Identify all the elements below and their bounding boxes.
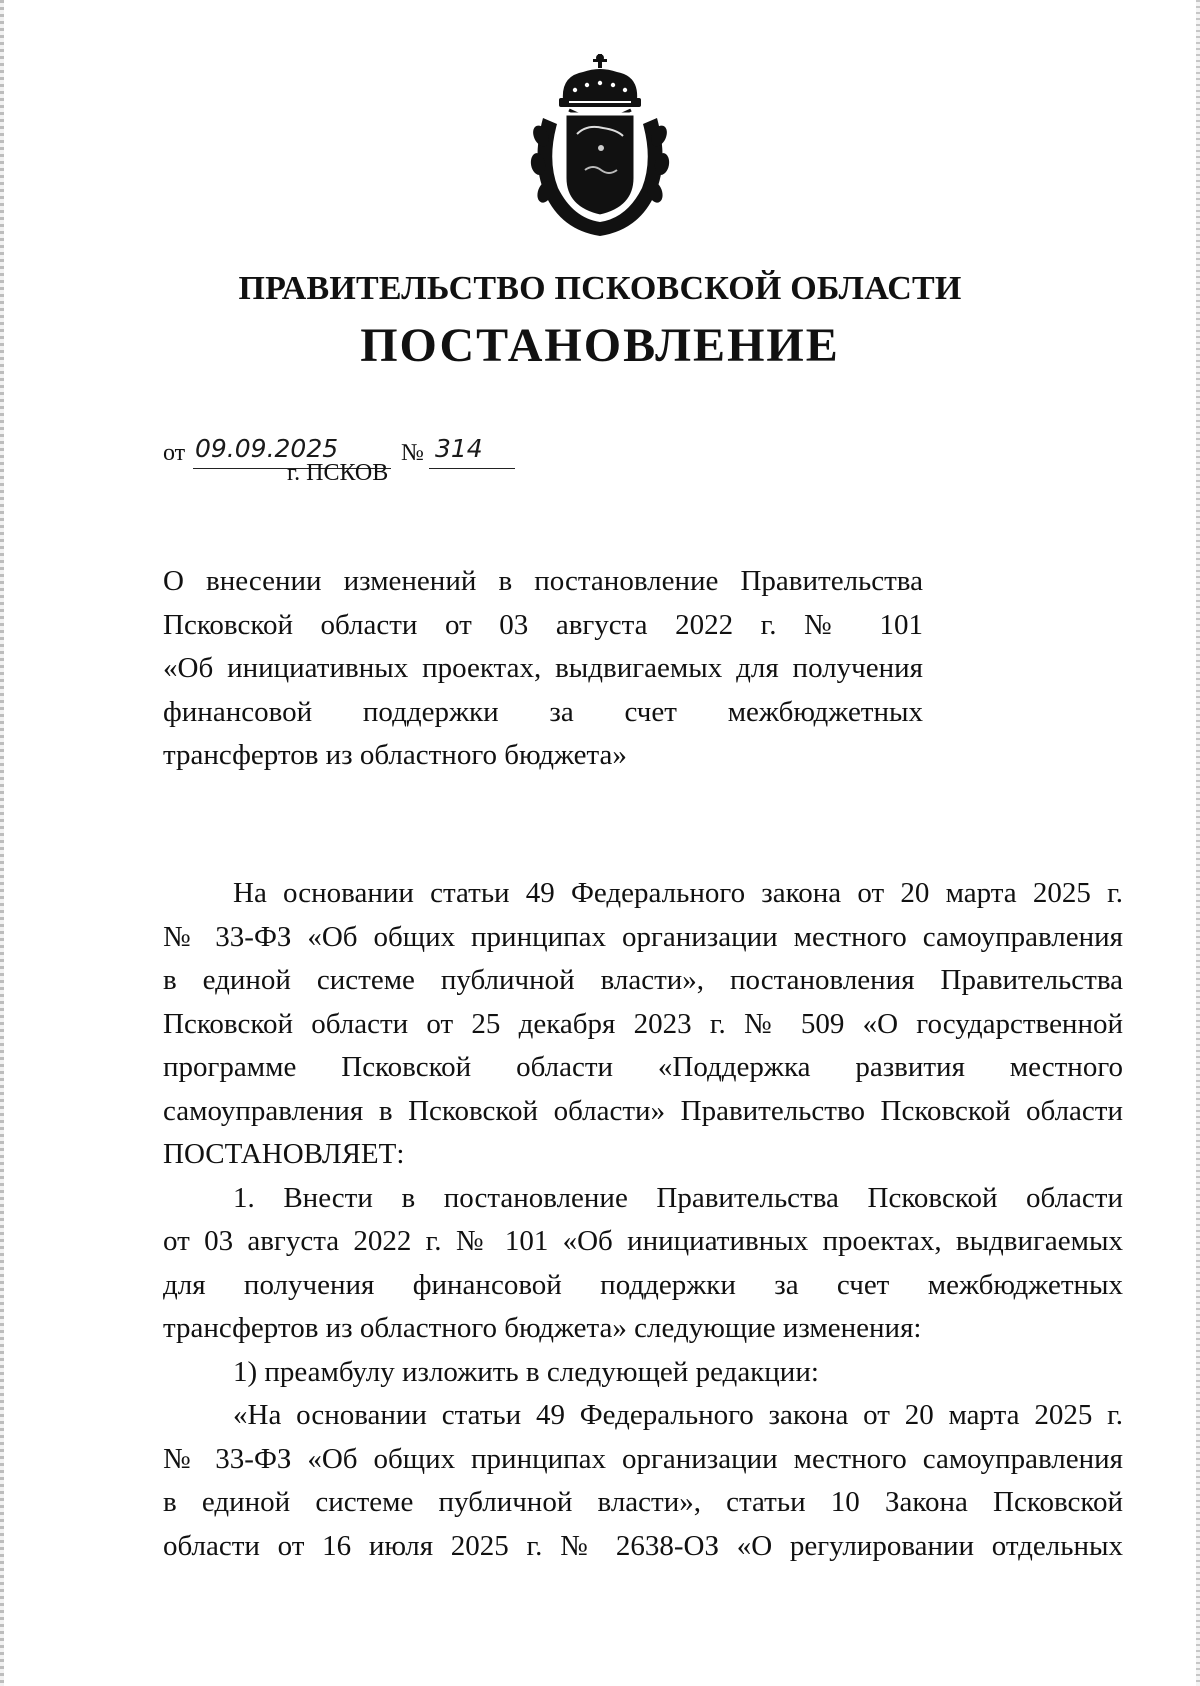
subject-line: «Об инициативных проектах, выдвигаемых для получения <box>163 652 923 684</box>
scan-edge-left <box>0 0 4 1686</box>
number-prefix: № <box>401 440 424 466</box>
subject-line: О внесении изменений в постановление Правительства <box>163 565 923 597</box>
document-subject <box>163 560 923 778</box>
subject-line: Псковской области от 03 августа 2022 г. № 101 <box>163 608 923 641</box>
date-prefix: от <box>163 440 186 466</box>
scan-edge-right <box>1196 0 1200 1686</box>
body-line: «На основании статьи 49 Федерального закона от 20 марта 2025 г. <box>233 1399 1123 1431</box>
body-line: Псковской области от 25 декабря 2023 г. № 509 «О государственной <box>163 1007 1123 1040</box>
body-line: трансфертов из областного бюджета» следующие изменения: <box>163 1312 922 1344</box>
subject-line: финансовой поддержки за счет межбюджетных <box>163 695 923 728</box>
body-line: На основании статьи 49 Федерального закона от 20 марта 2025 г. <box>233 877 1123 909</box>
handwritten-number: 314 <box>435 434 483 463</box>
body-line: самоуправления в Псковской области» Правительство Псковской области <box>163 1094 1123 1127</box>
handwritten-date: 09.09.2025 <box>195 434 339 463</box>
body-line: № 33-ФЗ «Об общих принципах организации местного самоуправления <box>163 920 1123 953</box>
pskov-oblast-coat-of-arms-icon <box>525 52 675 238</box>
body-line: ПОСТАНОВЛЯЕТ: <box>163 1138 405 1170</box>
number-underline <box>429 468 515 469</box>
body-line: в единой системе публичной власти», постановления Правительства <box>163 964 1123 996</box>
body-line: 1) преамбулу изложить в следующей редакции: <box>233 1355 819 1388</box>
body-line: в единой системе публичной власти», статьи 10 Закона Псковской <box>163 1486 1123 1518</box>
body-line: для получения финансовой поддержки за счет межбюджетных <box>163 1268 1123 1301</box>
body-line: от 03 августа 2022 г. № 101 «Об инициативных проектах, выдвигаемых <box>163 1225 1123 1257</box>
body-line: 1. Внести в постановление Правительства Псковской области <box>233 1181 1123 1214</box>
subject-line: трансфертов из областного бюджета» <box>163 739 627 771</box>
city-label: г. ПСКОВ <box>287 460 389 486</box>
body-line: № 33-ФЗ «Об общих принципах организации местного самоуправления <box>163 1442 1123 1475</box>
document-type-title: ПОСТАНОВЛЕНИЕ <box>360 319 840 372</box>
body-line: программе Псковской области «Поддержка развития местного <box>163 1051 1123 1083</box>
organization-title: ПРАВИТЕЛЬСТВО ПСКОВСКОЙ ОБЛАСТИ <box>238 270 962 307</box>
document-body <box>163 872 1123 1568</box>
body-line: области от 16 июля 2025 г. № 2638-ОЗ «О регулировании отдельных <box>163 1529 1123 1562</box>
